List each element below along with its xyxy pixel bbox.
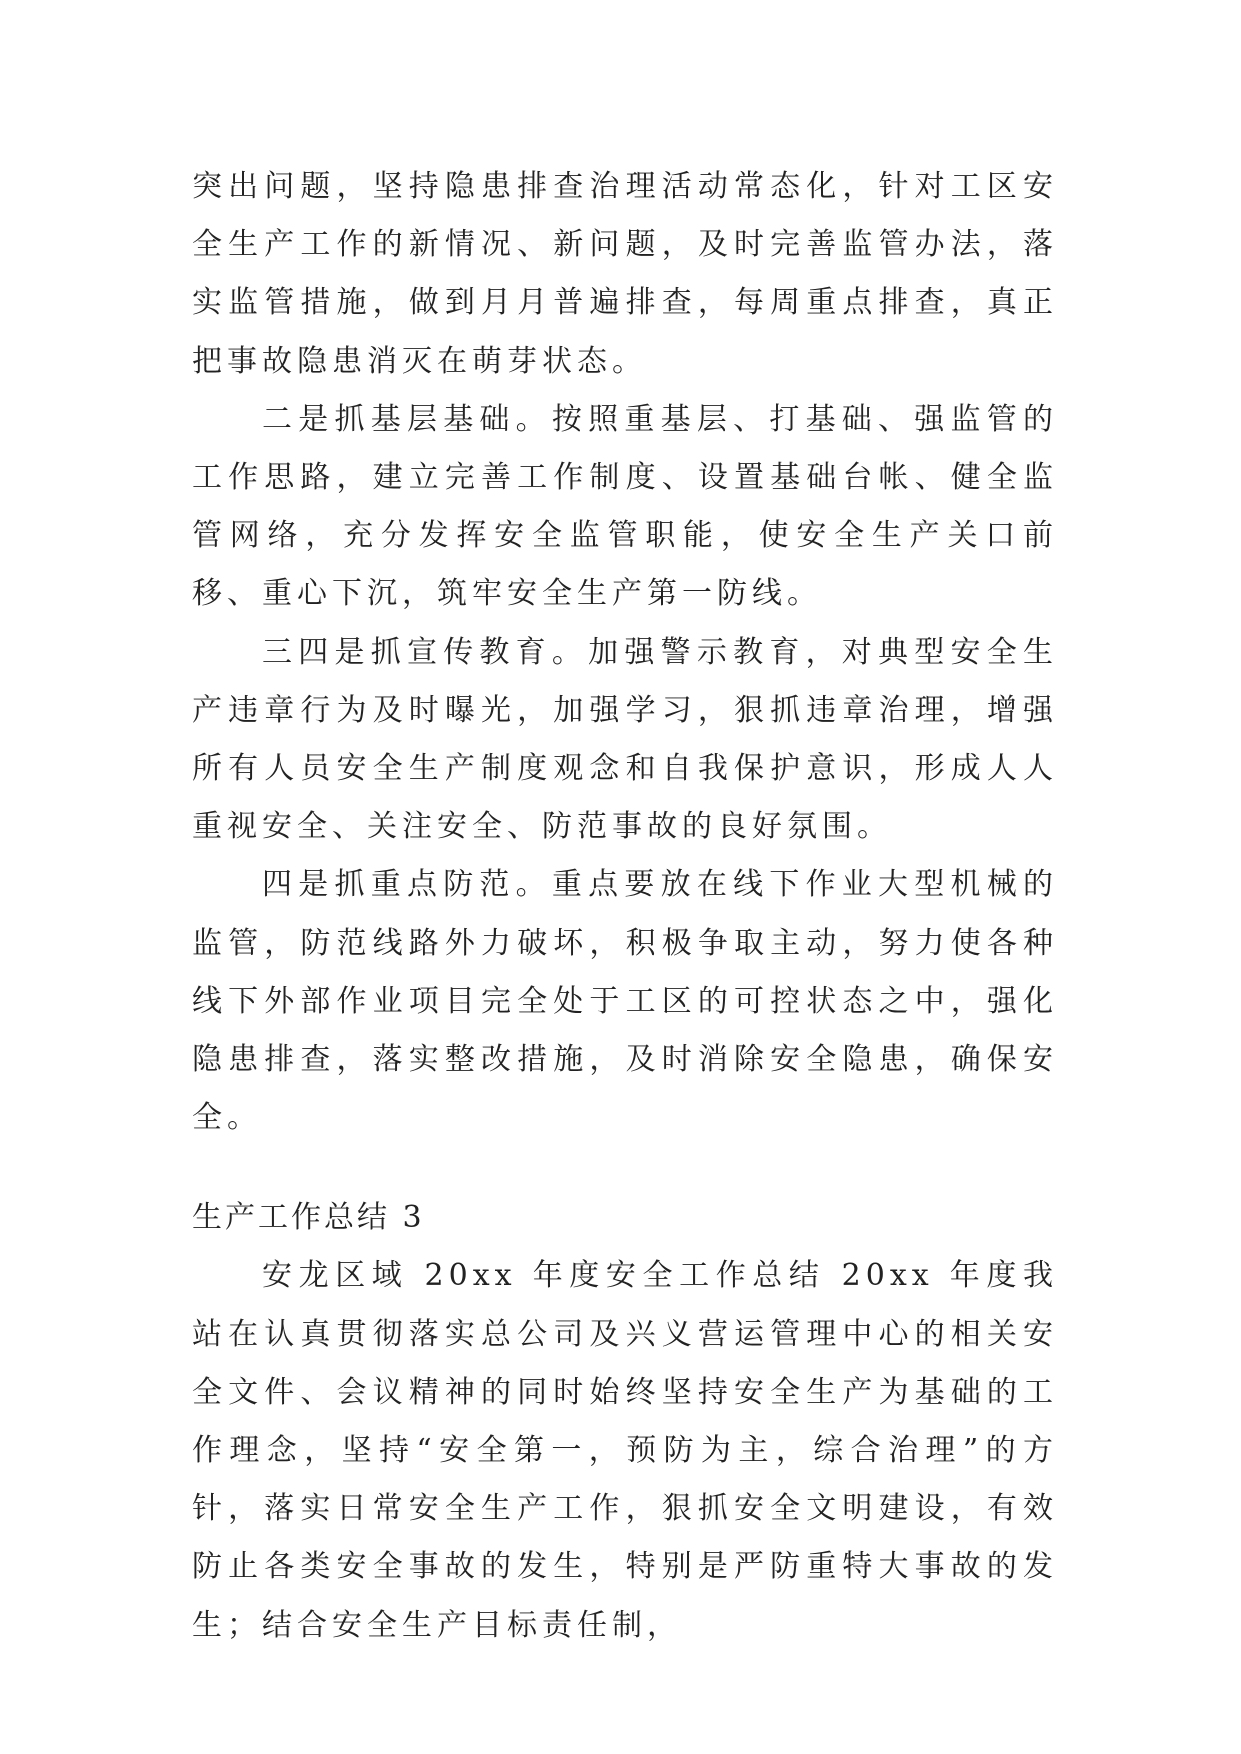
paragraph-key-prevention: 四是抓重点防范。重点要放在线下作业大型机械的监管，防范线路外力破坏，积极争取主动，努力使各种线下外部作业项目完全处于工区的可控状态之中，强化隐患排查，落实整改措施，及时消除安全隐患，确保安全。 [192,867,1058,1136]
paragraph-publicity-education: 三四是抓宣传教育。加强警示教育，对典型安全生产违章行为及时曝光，加强学习，狠抓违章治理，增强所有人员安全生产制度观念和自我保护意识，形成人人重视安全、关注安全、防范事故的良好氛围。 [192,634,1058,845]
paragraph-continued: 突出问题，坚持隐患排查治理活动常态化，针对工区安全生产工作的新情况、新问题，及时完善监管办法，落实监管措施，做到月月普遍排查，每周重点排查，真正把事故隐患消灭在萌芽状态。 [192,169,1058,379]
paragraph-basic-foundation: 二是抓基层基础。按照重基层、打基础、强监管的工作思路，建立完善工作制度、设置基础台帐、健全监管网络，充分发挥安全监管职能，使安全生产关口前移、重心下沉，筑牢安全生产第一防线。 [192,401,1058,612]
paragraph-section-summary: 安龙区域 20xx 年度安全工作总结 20xx 年度我站在认真贯彻落实总公司及兴义营运管理中心的相关安全文件、会议精神的同时始终坚持安全生产为基础的工作理念，坚持“安全第一，预防为主，综合治理”的方针，落实日常安全生产工作，狠抓安全文明建设，有效防止各类安全事故的发生，特别是严防重特大事故的发生；结合安全生产目标责任制， [192,1258,1058,1643]
section-heading: 生产工作总结 3 [192,1200,425,1236]
document-body [192,158,1058,1655]
